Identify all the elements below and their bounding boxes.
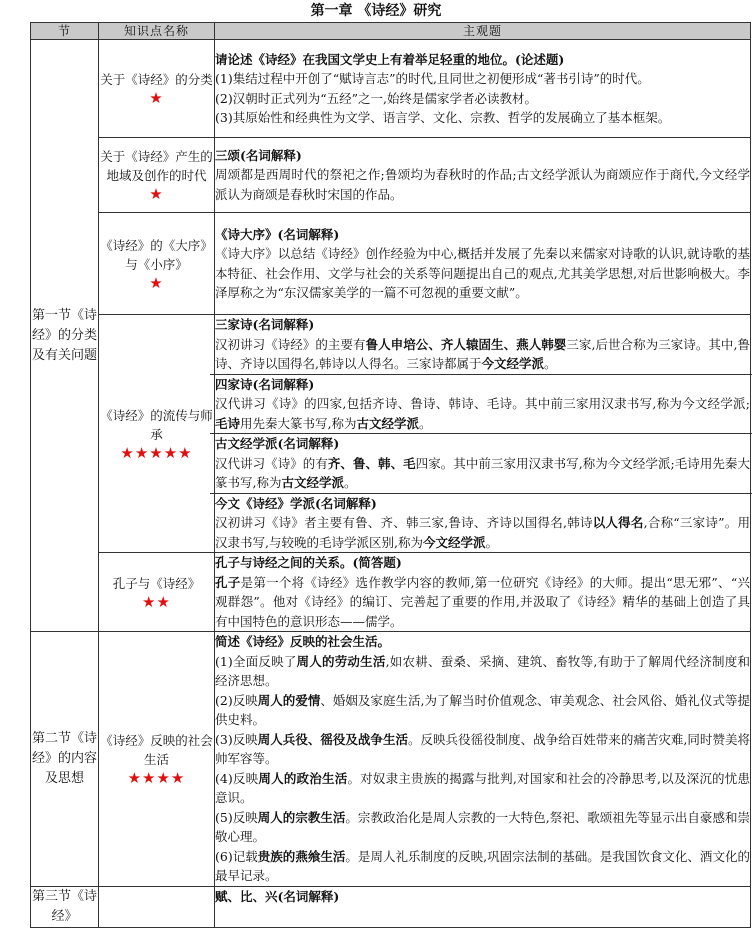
topic-name: 关于《诗经》产生的地域及创作的时代 — [100, 149, 213, 183]
header-question: 主观题 — [215, 23, 751, 40]
section-1-cell: 第一节《诗经》的分类及有关问题 — [31, 40, 99, 632]
question-title: 三颂(名词解释) — [215, 147, 302, 163]
answer-point: (4)反映周人的政治生活。对奴隶主贵族的揭露与批判,对国家和社会的冷静思考,以及深沉的忧患意识。 — [215, 770, 750, 805]
page-title: 第一章 《诗经》研究 — [310, 3, 442, 19]
question-cell — [215, 886, 751, 927]
answer-text: 周颂都是西周时代的祭祀之作;鲁颂均为春秋时的作品;古文经学派认为商颂应作于商代,今文经学派认为商颂是春秋时宋国的作品。 — [215, 167, 750, 202]
topic-name: 《诗经》的流传与师承 — [100, 407, 213, 442]
question-cell — [215, 40, 751, 138]
star-rating: ★★ — [142, 592, 171, 611]
topic-name: 孔子与《诗经》 — [112, 575, 201, 591]
sub-question-block — [215, 315, 750, 374]
answer-text: 孔子是第一个将《诗经》选作教学内容的教师,第一位研究《诗经》的大师。提出“思无邪”、“兴观群怨”。他对《诗经》的编订、完善起了重要的作用,并汲取了《诗经》精华的基础上创造了具有中国特色的意识形态——儒学。 — [215, 574, 750, 629]
answer-point: (3)反映周人兵役、徭役及战争生活。反映兵役徭役制度、战争给百姓带来的痛苦灾难,同时赞美将帅军容等。 — [215, 731, 750, 766]
answer-point: (1)集结过程中开创了“赋诗言志”的时代,且同世之初便形成“著书引诗”的时代。 — [215, 71, 650, 86]
answer-point: (2)汉朝时正式列为“五经”之一,始终是儒家学者必读教材。 — [215, 90, 537, 106]
question-title: 三家诗(名词解释) — [215, 317, 315, 332]
topic-cell — [99, 632, 215, 887]
topic-name: 《诗经》反映的社会生活 — [100, 732, 213, 767]
question-cell — [215, 315, 751, 553]
section-3-cell: 第三节《诗经》 — [31, 886, 99, 927]
question-cell — [215, 632, 751, 887]
answer-text: 汉代讲习《诗》的有齐、鲁、韩、毛四家。其中前三家用汉隶书写,称为今文经学派;毛诗用先秦大篆书写,称为古文经学派。 — [215, 455, 750, 490]
answer-point: (6)记载贵族的燕飨生活。是周人礼乐制度的反映,巩固宗法制的基础。是我国饮食文化、酒文化的最早记录。 — [215, 848, 750, 883]
question-title: 《诗大序》(名词解释) — [215, 226, 340, 242]
star-rating: ★ — [149, 273, 164, 292]
answer-text: 汉初讲习《诗经》的主要有鲁人申培公、齐人辕固生、燕人韩婴三家,后世合称为三家诗。其中,鲁诗、齐诗以国得名,韩诗以人得名。三家诗都属于今文经学派。 — [215, 336, 750, 371]
section-2-cell: 第二节《诗经》的内容及思想 — [31, 632, 99, 887]
sub-question-block — [210, 493, 752, 553]
answer-point: (1)全面反映了周人的劳动生活,如农耕、蚕桑、采摘、建筑、畜牧等,有助于了解周代经济制度和经济思想。 — [215, 653, 750, 688]
question-cell — [215, 553, 751, 632]
table-row — [31, 886, 751, 927]
knowledge-table — [30, 22, 751, 928]
topic-cell — [99, 886, 215, 927]
question-title: 赋、比、兴(名词解释) — [215, 888, 340, 904]
topic-name: 关于《诗经》的分类 — [100, 72, 213, 87]
topic-cell — [99, 213, 215, 315]
question-title: 古文经学派(名词解释) — [215, 436, 340, 451]
answer-point: (2)反映周人的爱情、婚姻及家庭生活,为了解当时价值观念、审美观念、社会风俗、婚礼仪式等提供史料。 — [215, 692, 750, 727]
star-rating: ★★★★ — [127, 768, 186, 787]
table-row — [31, 213, 751, 315]
answer-point: (3)其原始性和经典性为文学、语言学、文化、宗教、哲学的发展确立了基本框架。 — [215, 110, 671, 125]
sub-question-block — [210, 433, 752, 493]
question-cell — [215, 213, 751, 315]
answer-text: 《诗大序》以总结《诗经》创作经验为中心,概括并发展了先秦以来儒家对诗歌的认识,就诗歌的基本特征、社会作用、文学与社会的关系等问题提出自己的观点,尤其美学思想,对后世影响极大。李泽厚称之为“东汉儒家美学的一篇不可忽视的重要文献”。 — [215, 246, 750, 300]
table-row — [31, 553, 751, 632]
topic-name: 《诗经》的《大序》与《小序》 — [100, 237, 213, 272]
question-title: 四家诗(名词解释) — [215, 376, 315, 392]
question-cell — [215, 138, 751, 213]
header-section: 节 — [31, 23, 99, 40]
star-rating: ★ — [149, 185, 164, 203]
question-title: 孔子与诗经之间的关系。(简答题) — [215, 555, 402, 570]
star-rating: ★★★★★ — [120, 443, 193, 462]
question-title: 请论述《诗经》在我国文学史上有着举足轻重的地位。(论述题) — [215, 51, 565, 67]
header-topic: 知识点名称 — [99, 23, 215, 40]
table-row — [31, 40, 751, 138]
table-row — [31, 632, 751, 887]
question-title: 今文《诗经》学派(名词解释) — [215, 495, 377, 511]
answer-text: 汉代讲习《诗》的四家,包括齐诗、鲁诗、韩诗、毛诗。其中前三家用汉隶书写,称为今文经学派;毛诗用先秦大篆书写,称为古文经学派。 — [215, 396, 750, 431]
table-row — [31, 138, 751, 213]
answer-point: (5)反映周人的宗教生活。宗教政治化是周人宗教的一大特色,祭祀、歌颂祖先等显示出自豪感和崇敬心理。 — [215, 809, 750, 844]
star-rating: ★ — [149, 89, 164, 107]
topic-cell — [99, 40, 215, 138]
sub-question-block — [210, 374, 752, 434]
table-row — [31, 315, 751, 553]
answer-text: 汉初讲习《诗》者主要有鲁、齐、韩三家,鲁诗、齐诗以国得名,韩诗以人得名,合称“三家诗”。用汉隶书写,与较晚的毛诗学派区别,称为今文经学派。 — [215, 515, 750, 550]
topic-cell — [99, 553, 215, 632]
table-header-row — [31, 23, 751, 40]
topic-cell — [99, 138, 215, 213]
question-title: 简述《诗经》反映的社会生活。 — [215, 634, 391, 649]
topic-cell — [99, 315, 215, 553]
